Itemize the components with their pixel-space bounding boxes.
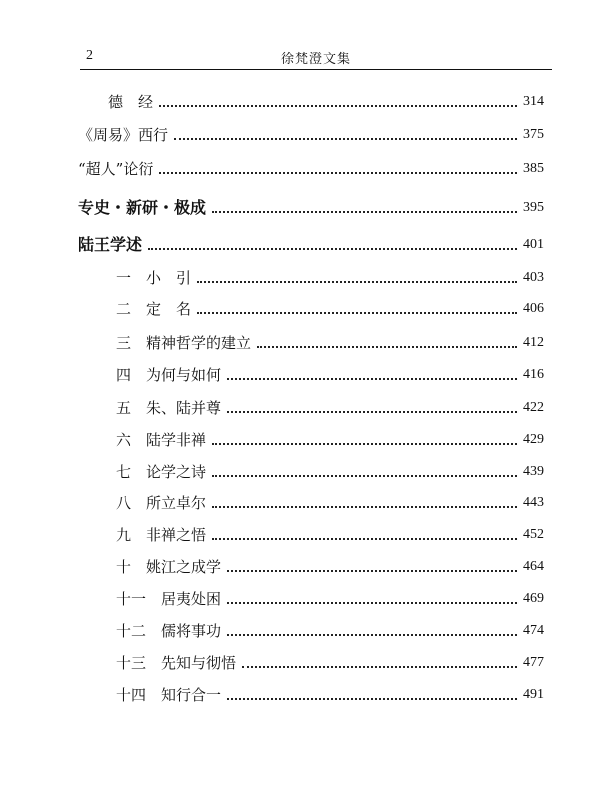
- toc-entry: [116, 295, 544, 319]
- entry-page-number: 429: [523, 432, 544, 447]
- entry-page-number: 416: [523, 367, 544, 382]
- toc-entry: [116, 264, 544, 288]
- toc-entry: [116, 585, 544, 609]
- entry-title: 专史・新研・极成: [78, 198, 207, 217]
- dot-leader: [212, 443, 517, 445]
- entry-page-number: 443: [523, 495, 544, 510]
- entry-page-number: 422: [523, 400, 544, 415]
- dot-leader: [174, 138, 517, 140]
- entry-title: 《周易》西行: [78, 126, 169, 144]
- entry-title: 十一 居夷处困: [116, 590, 222, 608]
- dot-leader: [227, 411, 517, 413]
- entry-title: 九 非禅之悟: [116, 526, 207, 544]
- toc-entry: [78, 194, 544, 218]
- entry-page-number: 403: [523, 270, 544, 285]
- entry-page-number: 469: [523, 591, 544, 606]
- dot-leader: [227, 378, 517, 380]
- entry-page-number: 375: [523, 127, 544, 142]
- dot-leader: [159, 172, 517, 174]
- toc-entry: [116, 617, 544, 641]
- entry-title: 十二 儒将事功: [116, 622, 222, 640]
- toc-entry: [116, 553, 544, 577]
- dot-leader: [197, 312, 517, 314]
- entry-page-number: 401: [523, 237, 544, 252]
- dot-leader: [227, 634, 517, 636]
- entry-page-number: 385: [523, 161, 544, 176]
- page-number: 2: [86, 48, 93, 63]
- entry-page-number: 474: [523, 623, 544, 638]
- dot-leader: [227, 570, 517, 572]
- dot-leader: [212, 475, 517, 477]
- dot-leader: [197, 281, 517, 283]
- toc-entry: [116, 649, 544, 673]
- dot-leader: [212, 506, 517, 508]
- entry-page-number: 314: [523, 94, 544, 109]
- toc-entry: [78, 231, 544, 255]
- entry-title: 四 为何与如何: [116, 366, 222, 384]
- toc-entry: [108, 88, 544, 112]
- toc-entry: [116, 361, 544, 385]
- dot-leader: [257, 346, 517, 348]
- entry-title: 十四 知行合一: [116, 686, 222, 704]
- dot-leader: [148, 248, 517, 250]
- dot-leader: [159, 105, 517, 107]
- toc-entry: [116, 426, 544, 450]
- entry-title: 六 陆学非禅: [116, 431, 207, 449]
- toc-entry: [116, 681, 544, 705]
- entry-title: 五 朱、陆并尊: [116, 399, 222, 417]
- entry-title: 八 所立卓尔: [116, 494, 207, 512]
- toc-entry: [116, 458, 544, 482]
- dot-leader: [212, 538, 517, 540]
- toc-entry: [78, 121, 544, 145]
- entry-page-number: 406: [523, 301, 544, 316]
- entry-page-number: 395: [523, 200, 544, 215]
- entry-title: 德 经: [108, 93, 154, 111]
- dot-leader: [242, 666, 517, 668]
- entry-page-number: 452: [523, 527, 544, 542]
- dot-leader: [227, 602, 517, 604]
- entry-title: “超人”论衍: [78, 160, 154, 178]
- book-title: 徐梵澄文集: [280, 52, 351, 67]
- entry-title: 一 小 引: [116, 269, 192, 287]
- dot-leader: [227, 698, 517, 700]
- entry-title: 十 姚江之成学: [116, 558, 222, 576]
- entry-title: 十三 先知与彻悟: [116, 654, 237, 672]
- toc-entry: [116, 489, 544, 513]
- entry-title: 二 定 名: [116, 300, 192, 318]
- entry-page-number: 412: [523, 335, 544, 350]
- entry-page-number: 477: [523, 655, 544, 670]
- toc-entry: [116, 521, 544, 545]
- entry-page-number: 491: [523, 687, 544, 702]
- entry-page-number: 439: [523, 464, 544, 479]
- entry-title: 七 论学之诗: [116, 463, 207, 481]
- entry-page-number: 464: [523, 559, 544, 574]
- toc-entry: [116, 394, 544, 418]
- dot-leader: [212, 211, 517, 213]
- toc-entry: [116, 329, 544, 353]
- entry-title: 陆王学述: [78, 235, 143, 254]
- toc-entry: [78, 155, 544, 179]
- entry-title: 三 精神哲学的建立: [116, 334, 252, 352]
